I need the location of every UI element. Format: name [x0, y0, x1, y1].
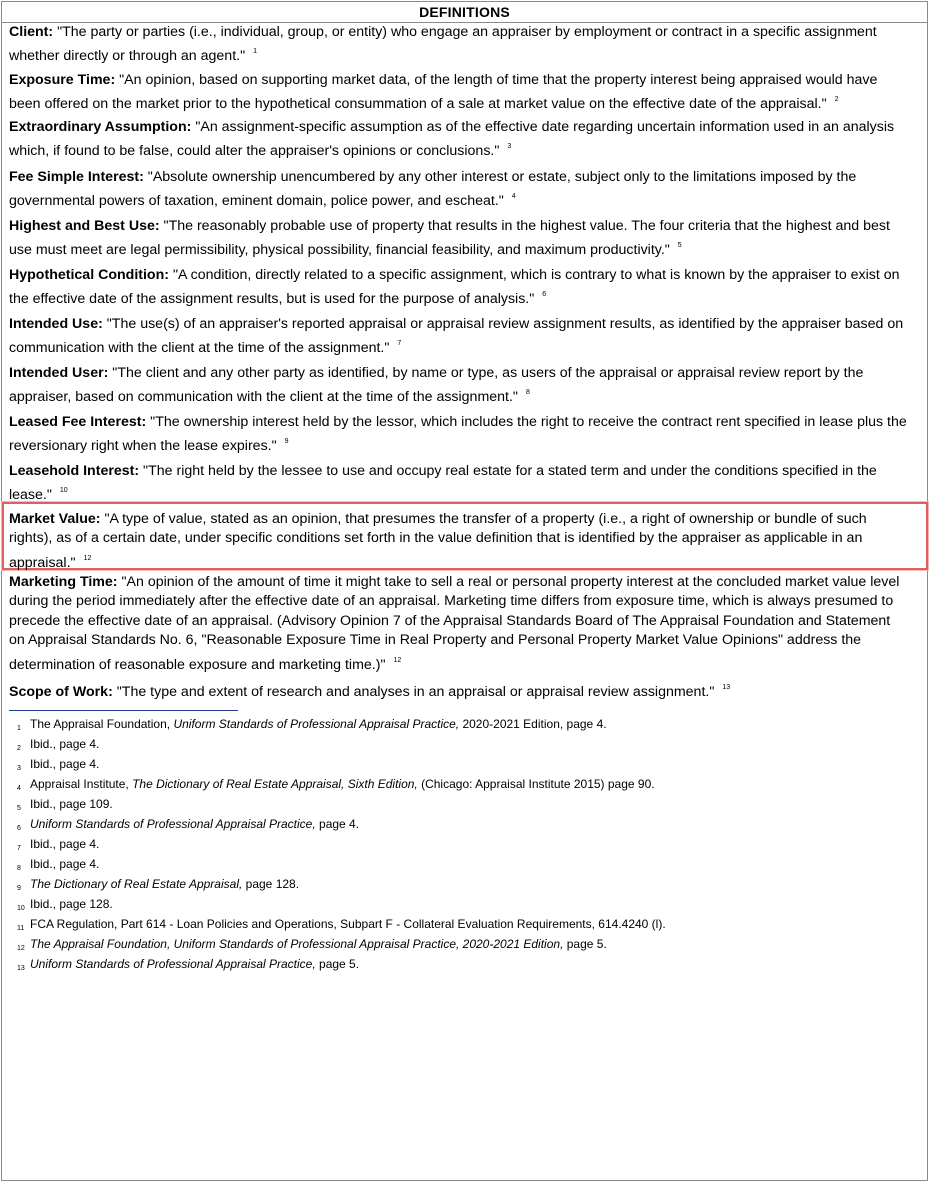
- definition-leasehold-interest: [9, 462, 909, 506]
- definition-text: "An opinion of the amount of time it might take to sell a real or personal property interest at the concluded market value level during the period immediately after the effective date of an appraisal. Marketing time differs from exposure time, which is always presumed to precede the effective date of an appraisal. (Advisory Opinion 7 of the Appraisal Standards Board of The Appraisal Foundation and Statement on Appraisal Standards No. 6, "Reasonable Exposure Time in Real Property and Personal Property Market Value Opinions" address the determination of reasonable exposure and marketing time.)": [9, 574, 900, 673]
- footnote-ref: 2: [834, 96, 839, 104]
- definition-extraordinary-assumption: [9, 118, 909, 162]
- footnote: [17, 754, 897, 774]
- definition-text: "The party or parties (i.e., individual, group, or entity) who engage an appraiser by employment or contract in a specific assignment whether directly or through an agent.": [9, 24, 877, 65]
- footnote: [17, 854, 897, 874]
- definition-text: "The use(s) of an appraiser's reported appraisal or appraisal review assignment results, as identified by the appraiser based on communication with the client at the time of the assignment.": [9, 316, 904, 357]
- footnote: [17, 894, 897, 914]
- footnote-ref: 5: [677, 242, 682, 250]
- footnote-text: page 5.: [315, 957, 360, 971]
- footnote-text: 2020-2021 Edition, page 4.: [459, 717, 607, 731]
- footnote-text: Ibid., page 109.: [30, 797, 113, 811]
- definition-intended-use: [9, 315, 909, 359]
- definition-term: Hypothetical Condition:: [9, 267, 169, 283]
- footnote-text: page 5.: [563, 937, 607, 951]
- footnote: [17, 834, 897, 854]
- footnote-text: FCA Regulation, Part 614 - Loan Policies and Operations, Subpart F - Collateral Evaluation Requirements, 614.4240 (l).: [30, 917, 666, 931]
- footnote-number: 1: [17, 725, 21, 732]
- footnote-number: 9: [17, 885, 21, 892]
- footnote-number: 4: [17, 785, 21, 792]
- footnote-number: 7: [17, 845, 21, 852]
- definition-text: "A type of value, stated as an opinion, that presumes the transfer of a property (i.e., a right of ownership or bundle of such rights), as of a certain date, under specific conditions set forth in the value definition that is identified by the appraiser as applicable in an appraisal.": [9, 511, 867, 571]
- footnote-title: Uniform Standards of Professional Appraisal Practice,: [30, 957, 316, 971]
- footnote-divider: [9, 710, 238, 711]
- footnote-text: Ibid., page 4.: [30, 757, 100, 771]
- definition-term: Exposure Time:: [9, 72, 116, 88]
- definition-text: "Absolute ownership unencumbered by any other interest or estate, subject only to the limitations imposed by the governmental powers of taxation, eminent domain, police power, and escheat.": [9, 169, 857, 210]
- footnote-number: 13: [17, 965, 25, 972]
- footnote-text: Ibid., page 4.: [30, 857, 100, 871]
- definition-text: "The client and any other party as identified, by name or type, as users of the appraisal or appraisal review report by the appraiser, based on communication with the client at the time of the assignment.": [9, 365, 864, 406]
- definition-text: "An assignment-specific assumption as of the effective date regarding uncertain information used in an analysis which, if found to be false, could alter the appraiser's opinions or conclusions.": [9, 119, 895, 160]
- definition-intended-user: [9, 364, 909, 408]
- definition-text: "The ownership interest held by the lessor, which includes the right to receive the contract rent specified in lease plus the reversionary right when the lease expires.": [9, 414, 907, 455]
- footnote: [17, 794, 897, 814]
- footnote-text: Ibid., page 4.: [30, 837, 100, 851]
- footnote-ref: 3: [507, 143, 512, 151]
- definition-leased-fee-interest: [9, 413, 909, 457]
- footnote-number: 8: [17, 865, 21, 872]
- definition-client: [9, 23, 909, 67]
- definition-text: "The type and extent of research and analyses in an appraisal or appraisal review assignment.": [116, 684, 715, 700]
- footnote-text: Appraisal Institute,: [30, 777, 133, 791]
- footnote-ref: 4: [511, 193, 516, 201]
- definition-market-value: [9, 510, 909, 573]
- definition-term: Fee Simple Interest:: [9, 169, 144, 185]
- definition-term: Highest and Best Use:: [9, 218, 160, 234]
- footnote-text: page 4.: [315, 817, 360, 831]
- definition-term: Leasehold Interest:: [9, 463, 140, 479]
- footnote-text: The Appraisal Foundation,: [30, 717, 174, 731]
- definition-term: Marketing Time:: [9, 574, 118, 590]
- definition-term: Intended User:: [9, 365, 109, 381]
- footnote-ref: 9: [284, 438, 289, 446]
- footnote-ref: 12: [83, 554, 92, 562]
- footnote-ref: 8: [525, 389, 530, 397]
- footnote-ref: 7: [397, 340, 402, 348]
- footnotes-list: [17, 714, 897, 974]
- footnote-ref: 12: [393, 656, 402, 664]
- footnote-title: The Appraisal Foundation, Uniform Standards of Professional Appraisal Practice, 2020-2021 Edition,: [30, 937, 564, 951]
- footnote: [17, 914, 897, 934]
- definition-term: Extraordinary Assumption:: [9, 119, 192, 135]
- footnote-text: page 128.: [242, 877, 300, 891]
- definition-marketing-time: [9, 573, 909, 675]
- definition-term: Leased Fee Interest:: [9, 414, 147, 430]
- footnote-title: The Dictionary of Real Estate Appraisal,: [30, 877, 243, 891]
- definition-text: "A condition, directly related to a specific assignment, which is contrary to what is known by the appraiser to exist on the effective date of the assignment results, but is used for the purpose of analysis.": [9, 267, 900, 308]
- footnote-text: (Chicago: Appraisal Institute 2015) page 90.: [417, 777, 655, 791]
- footnote-number: 5: [17, 805, 21, 812]
- definition-fee-simple-interest: [9, 168, 909, 212]
- footnote-number: 12: [17, 945, 25, 952]
- footnote: [17, 934, 897, 954]
- footnote-ref: 6: [542, 291, 547, 299]
- footnote-number: 3: [17, 765, 21, 772]
- definition-text: "The reasonably probable use of property that results in the highest value. The four criteria that the highest and best use must meet are legal permissibility, physical possibility, financial feasibility, and maximum productivity.": [9, 218, 890, 259]
- definition-scope-of-work: [9, 678, 909, 702]
- footnote-ref: 1: [253, 48, 258, 56]
- footnote-title: The Dictionary of Real Estate Appraisal, Sixth Edition,: [132, 777, 418, 791]
- footnote-number: 2: [17, 745, 21, 752]
- footnote: [17, 734, 897, 754]
- footnote: [17, 774, 897, 794]
- footnote-number: 11: [17, 925, 25, 932]
- footnote-title: Uniform Standards of Professional Appraisal Practice,: [173, 717, 460, 731]
- footnote-number: 6: [17, 825, 21, 832]
- footnote-ref: 13: [722, 684, 731, 691]
- footnote-text: Ibid., page 128.: [30, 897, 113, 911]
- definition-term: Intended Use:: [9, 316, 103, 332]
- definition-term: Market Value:: [9, 511, 101, 527]
- footnote-text: Ibid., page 4.: [30, 737, 100, 751]
- definition-term: Client:: [9, 24, 54, 40]
- definition-term: Scope of Work:: [9, 684, 113, 700]
- definition-text: "An opinion, based on supporting market data, of the length of time that the property interest being appraised would have been offered on the market prior to the hypothetical consummation of a sale at market value on the effective date of the appraisal.": [9, 72, 878, 113]
- footnote: [17, 954, 897, 974]
- footnote: [17, 814, 897, 834]
- definition-exposure-time: [9, 71, 909, 115]
- footnote-title: Uniform Standards of Professional Appraisal Practice,: [30, 817, 316, 831]
- page-title: DEFINITIONS: [2, 2, 927, 23]
- footnote-ref: 10: [59, 487, 68, 495]
- footnote: [17, 874, 897, 894]
- definition-highest-and-best-use: [9, 217, 909, 261]
- footnote-number: 10: [17, 905, 25, 912]
- footnote: [17, 714, 897, 734]
- definition-hypothetical-condition: [9, 266, 909, 310]
- definition-text: "The right held by the lessee to use and occupy real estate for a stated term and under the conditions specified in the lease.": [9, 463, 877, 504]
